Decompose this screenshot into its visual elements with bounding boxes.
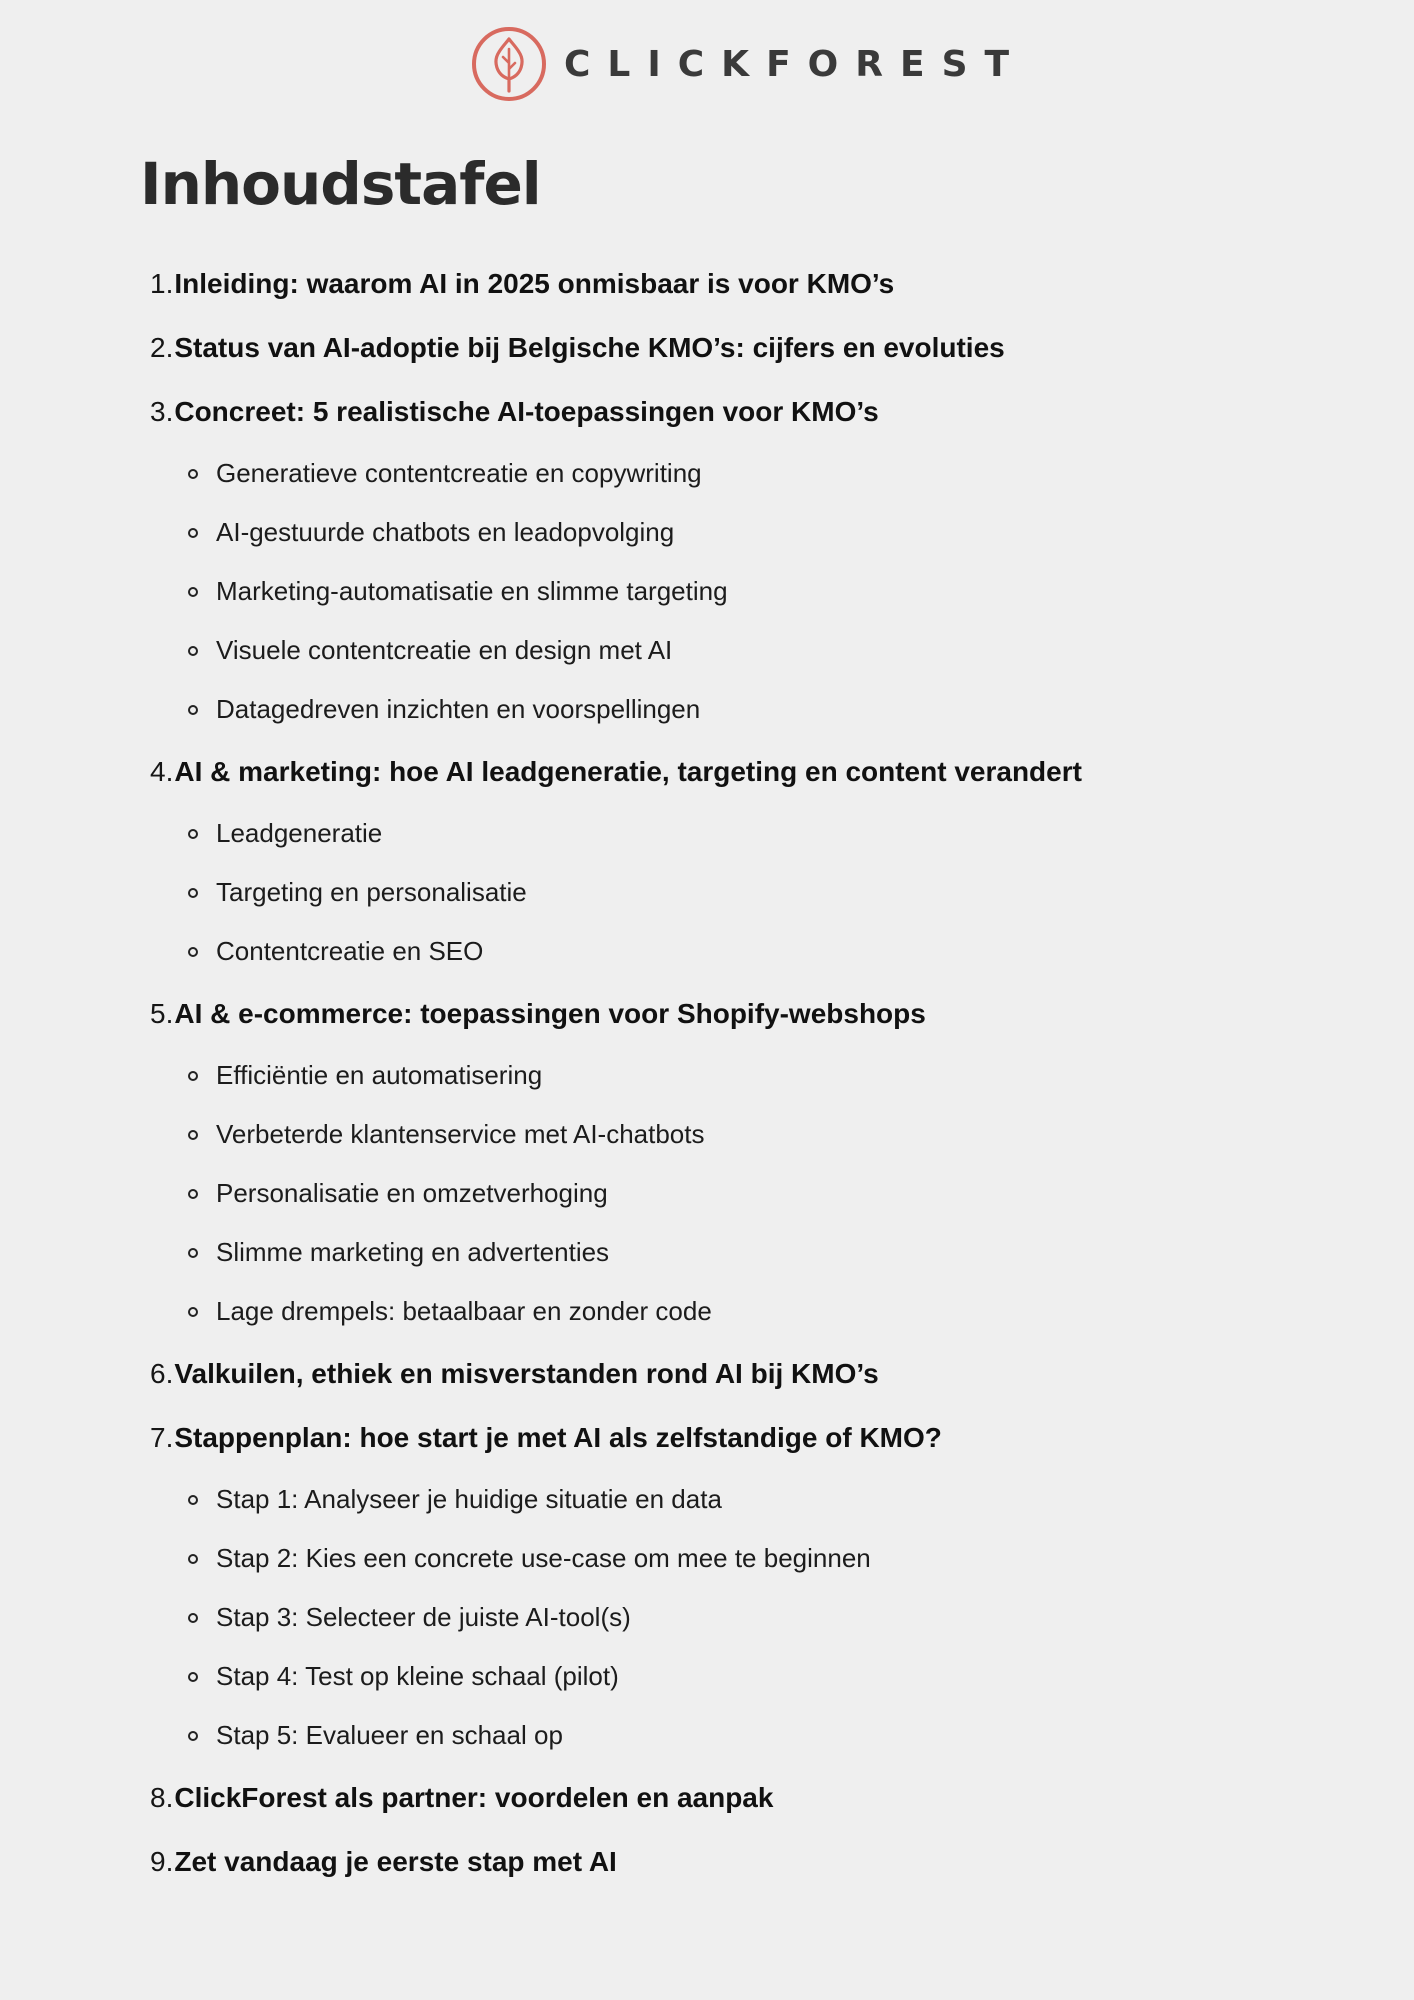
bullet-icon [188,947,198,957]
toc-section-number: 6. [150,1358,174,1389]
logo-wordmark: CLICKFOREST [564,43,1027,85]
page-title: Inhoudstafel [140,150,541,218]
toc-section-number: 9. [150,1846,174,1877]
toc-section-number: 2. [150,332,174,363]
toc-section-title: Stappenplan: hoe start je met AI als zelfstandige of KMO? [174,1422,942,1453]
toc-subitem[interactable] [188,458,702,489]
toc-subitem-label: Leadgeneratie [216,818,383,848]
bullet-icon [188,1672,198,1682]
toc-section-6[interactable] [150,1358,879,1390]
bullet-icon [188,469,198,479]
toc-subitem-label: Lage drempels: betaalbaar en zonder code [216,1296,712,1326]
bullet-icon [188,1248,198,1258]
toc-section-title: Valkuilen, ethiek en misverstanden rond AI bij KMO’s [174,1358,879,1389]
toc-subitem-label: Stap 3: Selecteer de juiste AI-tool(s) [216,1602,631,1632]
toc-section-3[interactable] [150,396,879,428]
bullet-icon [188,705,198,715]
toc-subitem-label: Generatieve contentcreatie en copywriting [216,458,702,488]
toc-subitem[interactable] [188,1237,609,1268]
toc-section-title: Inleiding: waarom AI in 2025 onmisbaar is voor KMO’s [174,268,895,299]
bullet-icon [188,528,198,538]
toc-subitem-label: Stap 1: Analyseer je huidige situatie en data [216,1484,722,1514]
toc-subitem[interactable] [188,517,674,548]
bullet-icon [188,1307,198,1317]
toc-section-9[interactable] [150,1846,617,1878]
toc-subitem[interactable] [188,1543,871,1574]
toc-subitem[interactable] [188,1720,563,1751]
toc-section-title: Concreet: 5 realistische AI-toepassingen voor KMO’s [174,396,879,427]
toc-section-title: Status van AI-adoptie bij Belgische KMO’s: cijfers en evoluties [174,332,1005,363]
toc-subitem-label: Stap 2: Kies een concrete use-case om mee te beginnen [216,1543,871,1573]
toc-subitem[interactable] [188,635,672,666]
toc-section-number: 4. [150,756,174,787]
toc-subitem-label: Stap 5: Evalueer en schaal op [216,1720,563,1750]
bullet-icon [188,1189,198,1199]
toc-section-5[interactable] [150,998,926,1030]
toc-section-8[interactable] [150,1782,773,1814]
toc-section-number: 3. [150,396,174,427]
toc-subitem-label: Verbeterde klantenservice met AI-chatbots [216,1119,705,1149]
toc-section-number: 1. [150,268,174,299]
toc-section-4[interactable] [150,756,1082,788]
toc-subitem-label: Contentcreatie en SEO [216,936,484,966]
toc-subitem-label: Efficiëntie en automatisering [216,1060,543,1090]
bullet-icon [188,1495,198,1505]
toc-section-2[interactable] [150,332,1005,364]
toc-section-title: AI & e-commerce: toepassingen voor Shopify-webshops [174,998,926,1029]
toc-subitem-label: Targeting en personalisatie [216,877,527,907]
bullet-icon [188,1130,198,1140]
toc-section-number: 5. [150,998,174,1029]
toc-subitem[interactable] [188,818,382,849]
bullet-icon [188,1731,198,1741]
bullet-icon [188,888,198,898]
toc-subitem[interactable] [188,1602,631,1633]
toc-subitem-label: Datagedreven inzichten en voorspellingen [216,694,701,724]
bullet-icon [188,1554,198,1564]
toc-subitem-label: Visuele contentcreatie en design met AI [216,635,673,665]
toc-section-1[interactable] [150,268,894,300]
toc-subitem[interactable] [188,1484,722,1515]
toc-section-7[interactable] [150,1422,942,1454]
bullet-icon [188,1613,198,1623]
toc-subitem-label: Personalisatie en omzetverhoging [216,1178,608,1208]
toc-subitem[interactable] [188,1661,619,1692]
toc-subitem[interactable] [188,1178,608,1209]
bullet-icon [188,829,198,839]
toc-subitem-label: Stap 4: Test op kleine schaal (pilot) [216,1661,619,1691]
bullet-icon [188,1071,198,1081]
toc-section-title: AI & marketing: hoe AI leadgeneratie, targeting en content verandert [174,756,1082,787]
toc-subitem[interactable] [188,576,728,607]
toc-section-number: 8. [150,1782,174,1813]
toc-subitem[interactable] [188,877,527,908]
toc-subitem[interactable] [188,1119,705,1150]
toc-subitem[interactable] [188,936,483,967]
toc-subitem[interactable] [188,1060,542,1091]
toc-section-number: 7. [150,1422,174,1453]
toc-section-title: ClickForest als partner: voordelen en aanpak [174,1782,774,1813]
bullet-icon [188,587,198,597]
toc-section-title: Zet vandaag je eerste stap met AI [174,1846,617,1877]
toc-subitem[interactable] [188,694,700,725]
toc-subitem-label: AI-gestuurde chatbots en leadopvolging [216,517,675,547]
toc-subitem[interactable] [188,1296,712,1327]
toc-subitem-label: Marketing-automatisatie en slimme targeting [216,576,728,606]
toc-subitem-label: Slimme marketing en advertenties [216,1237,610,1267]
bullet-icon [188,646,198,656]
